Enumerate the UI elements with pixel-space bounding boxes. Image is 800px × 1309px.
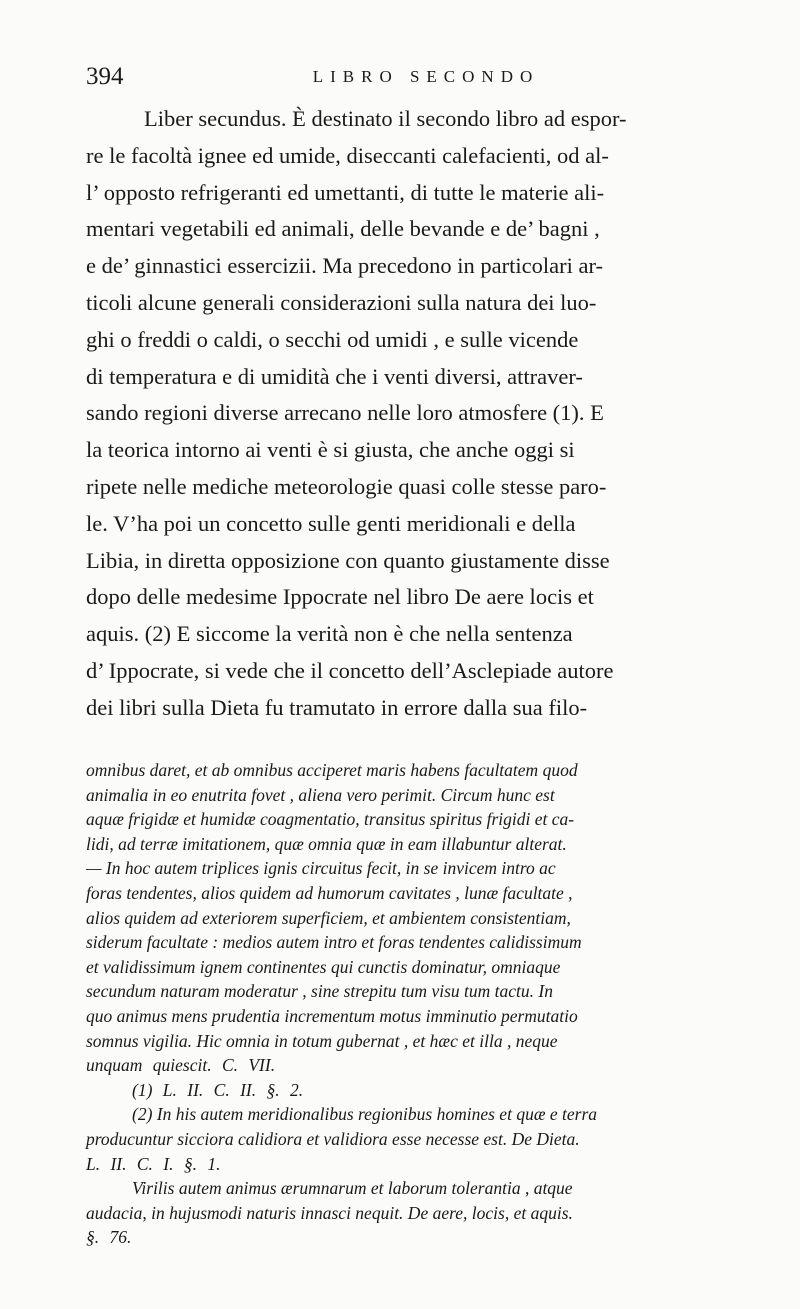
note-line: et validissimum ignem continentes qui cunctis dominatur, omniaque xyxy=(86,956,561,977)
note-line: foras tendentes, alios quidem ad humorum cavitates , lunæ facultate , xyxy=(86,882,573,903)
text-line: d’ Ippocrate, si vede che il concetto dell’Asclepiade autore xyxy=(86,657,614,683)
text-line: l’ opposto refrigeranti ed umettanti, di tutte le materie ali- xyxy=(86,179,605,205)
note-line: audacia, in hujusmodi naturis innasci nequit. De aere, locis, et aquis. xyxy=(86,1202,573,1223)
text-line: sando regioni diverse arrecano nelle loro atmosfere (1). E xyxy=(86,400,604,426)
note-line: somnus vigilia. Hic omnia in totum gubernat , et hæc et illa , neque xyxy=(86,1030,558,1051)
text-line: la teorica intorno ai venti è si giusta, che anche oggi si xyxy=(86,437,575,463)
note-line: unquam quiescit. C. VII. xyxy=(86,1055,276,1076)
text-line: le. V’ha poi un concetto sulle genti meridionali e della xyxy=(86,510,576,536)
text-line: ticoli alcune generali considerazioni sulla natura dei luo- xyxy=(86,289,597,315)
running-head: LIBRO SECONDO xyxy=(312,67,540,86)
note-line: aquæ frigidæ et humidæ coagmentatio, transitus spiritus frigidi et ca- xyxy=(86,809,575,830)
footnote-1: (1) L. II. C. II. §. 2. xyxy=(132,1079,304,1100)
text-line: dopo delle medesime Ippocrate nel libro De aere locis et xyxy=(86,584,594,610)
note-line: quo animus mens prudentia incrementum motus imminutio permutatio xyxy=(86,1005,578,1026)
main-text xyxy=(86,101,766,727)
footnote-2: (2) In his autem meridionalibus regionibus homines et quæ e terra xyxy=(132,1104,598,1125)
page-number: 394 xyxy=(86,63,124,90)
note-line: §. 76. xyxy=(86,1227,132,1248)
note-line: — In hoc autem triplices ignis circuitus fecit, in se invicem intro ac xyxy=(86,858,556,879)
text-line: Libia, in diretta opposizione con quanto giustamente disse xyxy=(86,547,610,573)
note-line: Virilis autem animus ærumnarum et laborum tolerantia , atque xyxy=(132,1178,573,1199)
text-line: re le facoltà ignee ed umide, diseccanti calefacienti, od al- xyxy=(86,142,609,168)
text-line: di temperatura e di umidità che i venti diversi, attraver- xyxy=(86,363,583,389)
page-header xyxy=(86,62,766,92)
note-line: secundum naturam moderatur , sine strepitu tum visu tum tactu. In xyxy=(86,981,553,1002)
footnotes xyxy=(86,758,766,1250)
text-line: aquis. (2) E siccome la verità non è che nella sentenza xyxy=(86,621,573,647)
note-line: alios quidem ad exteriorem superficiem, et ambientem consistentiam, xyxy=(86,907,571,928)
text-line: e de’ ginnastici essercizii. Ma precedono in particolari ar- xyxy=(86,253,604,279)
text-line: mentari vegetabili ed animali, delle bevande e de’ bagni , xyxy=(86,216,600,242)
note-line: omnibus daret, et ab omnibus acciperet maris habens facultatem quod xyxy=(86,760,578,780)
text-line: dei libri sulla Dieta fu tramutato in errore dalla sua filo- xyxy=(86,694,588,720)
note-line: producuntur sicciora calidiora et validiora esse necesse est. De Dieta. xyxy=(86,1128,580,1149)
note-line: animalia in eo enutrita fovet , aliena vero perimit. Circum hunc est xyxy=(86,784,555,805)
text-line: ghi o freddi o caldi, o secchi od umidi , e sulle vicende xyxy=(86,326,579,352)
note-line: siderum facultate : medios autem intro et foras tendentes calidissimum xyxy=(86,932,582,953)
note-line: lidi, ad terræ imitationem, quæ omnia quæ in eam illabuntur alterat. xyxy=(86,833,567,854)
note-line: L. II. C. I. §. 1. xyxy=(86,1153,221,1174)
text-line: ripete nelle mediche meteorologie quasi colle stesse paro- xyxy=(86,473,607,499)
text-line: Liber secundus. È destinato il secondo libro ad espor- xyxy=(144,106,627,131)
